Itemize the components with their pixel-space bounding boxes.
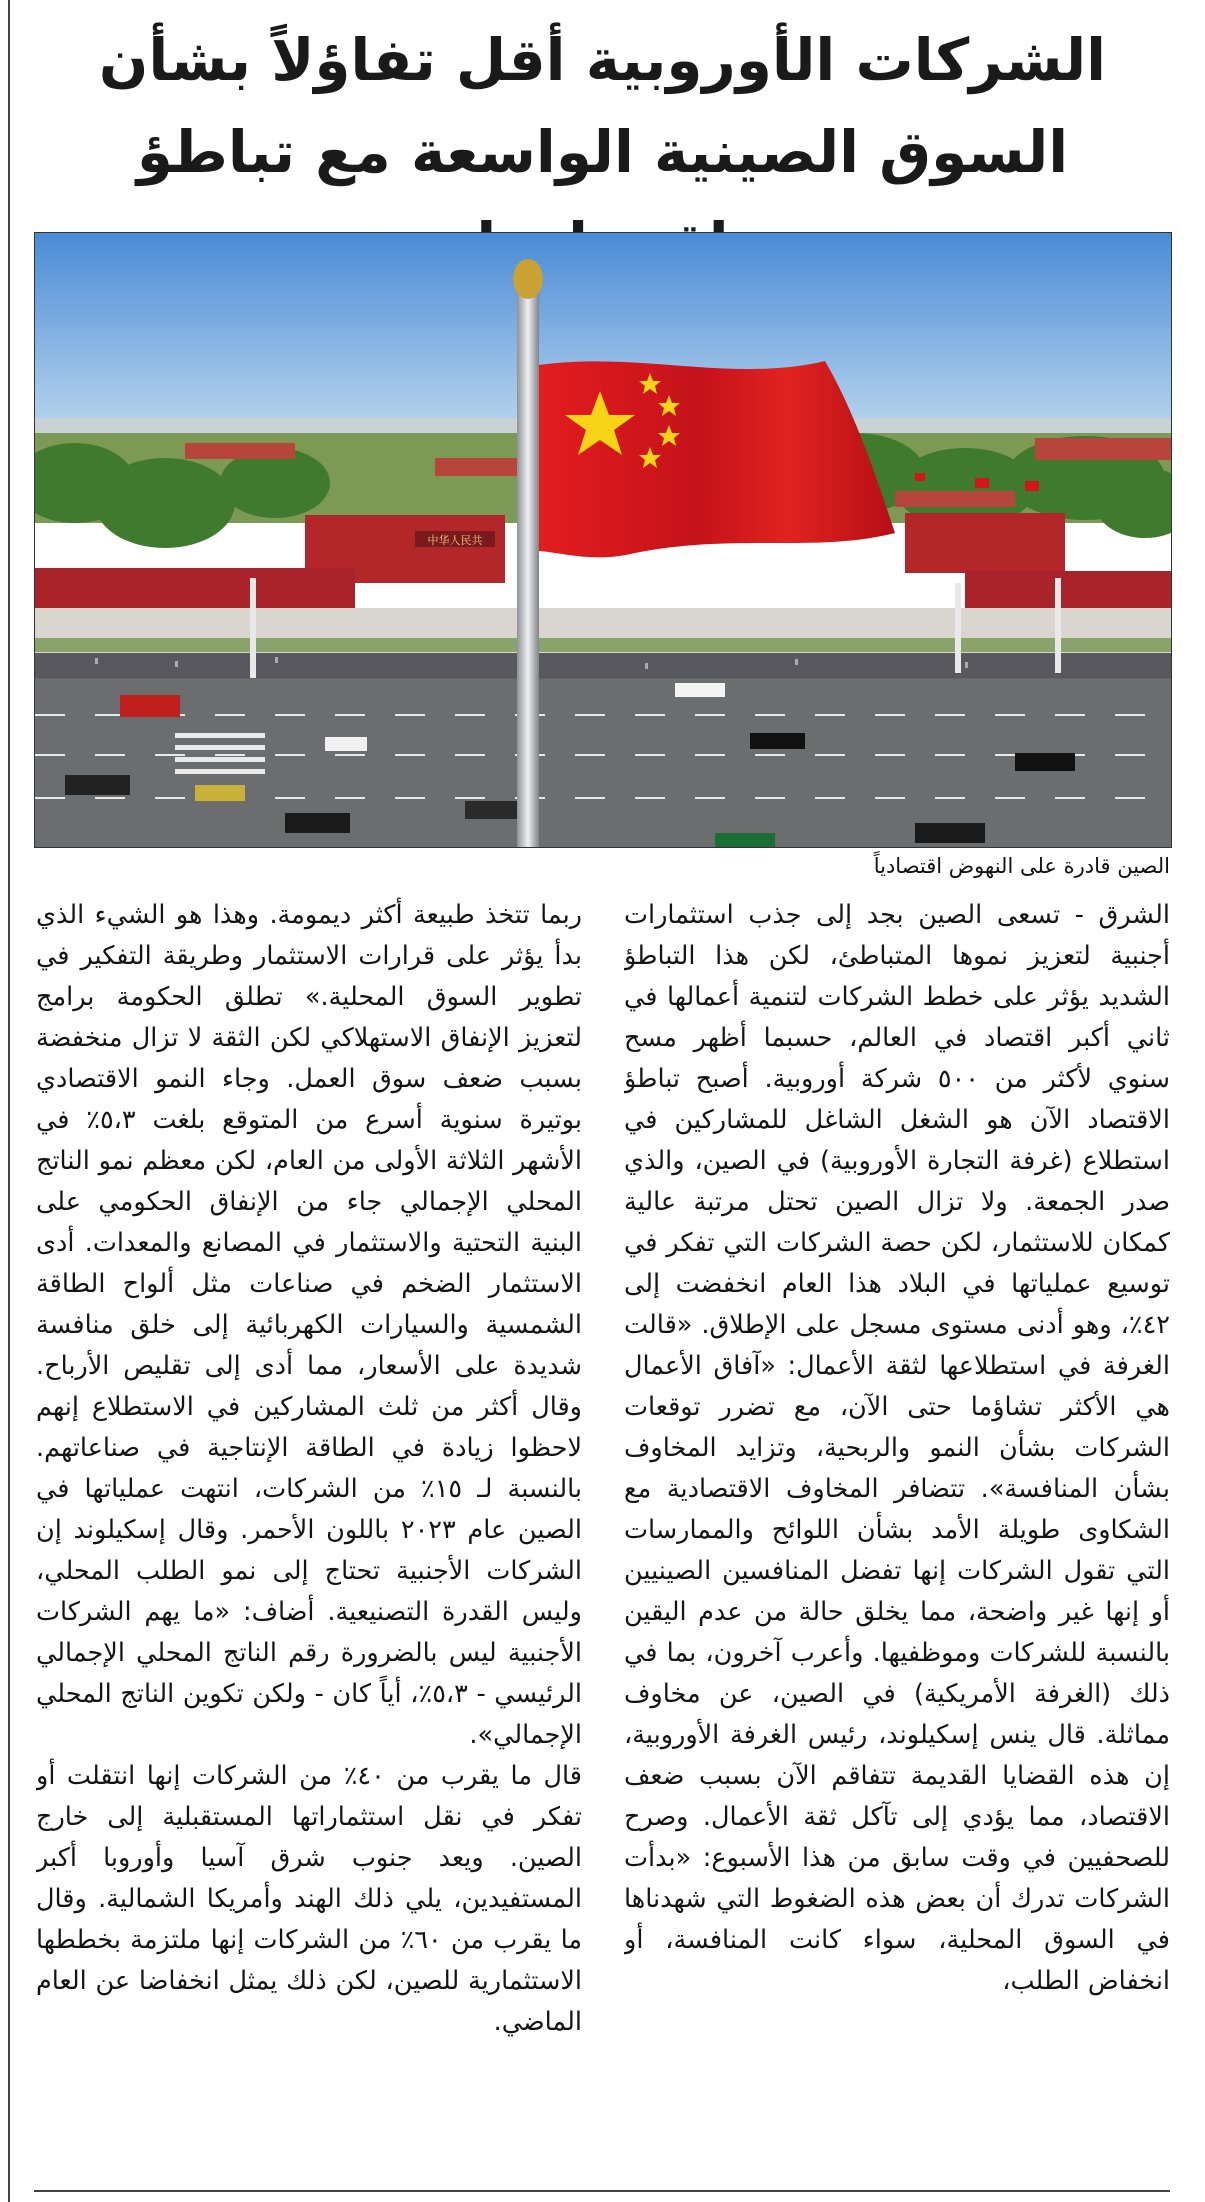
bottom-rule bbox=[34, 2190, 1170, 2192]
headline-line-1: الشركات الأوروبية أقل تفاؤلاً بشأن bbox=[98, 26, 1107, 94]
gate-banner-text: 中华人民共 bbox=[427, 534, 483, 547]
article-paragraph: الشرق - تسعى الصين بجد إلى جذب استثمارات أجنبية لتعزيز نموها المتباطئ، لكن هذا التباطؤ الشديد يؤثر على خطط الشركات لتنمية أعمالها في ثاني أكبر اقتصاد في العالم، حسبما أظهر مسح سنوي لأكثر من ٥٠٠ شركة أوروبية. أصبح تباطؤ الاقتصاد الآن هو الشغل الشاغل للمشاركين في استطلاع (غرفة التجارة الأوروبية) في الصين، والذي صدر الجمعة. ولا تزال الصين تحتل مرتبة عالية كمكان للاستثمار، لكن حصة الشركات التي تفكر في توسيع عملياتها في البلاد هذا العام انخفضت إلى ٤٢٪، وهو أدنى مستوى مسجل على الإطلاق. «قالت الغرفة في استطلاعها لثقة الأعمال: «آفاق الأعمال هي الأكثر تشاؤما حتى الآن، مع تضرر توقعات الشركات بشأن النمو والربحية، وتزايد المخاوف بشأن المنافسة». تتضافر المخاوف الاقتصادية مع الشكاوى طويلة الأمد بشأن اللوائح والممارسات التي تقول الشركات إنها تفضل المنافسين الصينيين أو إنها غير واضحة، مما يخلق حالة من عدم اليقين بالنسبة للشركات وموظفيها. وأعرب آخرون، بما في ذلك (الغرفة الأمريكية) في الصين، عن مخاوف مماثلة. قال ينس إسكيلوند، رئيس الغرفة الأوروبية، إن هذه القضايا القديمة تتفاقم الآن بسبب ضعف الاقتصاد، مما يؤدي إلى تآكل ثقة الأعمال. وصرح للصحفيين في وقت سابق من هذا الأسبوع: «بدأت الشركات تدرك أن بعض هذه الضغوط التي شهدناها في السوق المحلية، سواء كانت المنافسة، أو انخفاض الطلب، bbox=[624, 900, 1170, 1996]
photo-caption: الصين قادرة على النهوض اقتصادياً bbox=[873, 854, 1170, 878]
left-margin-rule bbox=[8, 0, 10, 2202]
article-column-right bbox=[624, 895, 1170, 2185]
article-photo bbox=[34, 232, 1172, 848]
flagpole-finial-icon bbox=[513, 259, 543, 299]
article-column-left bbox=[36, 895, 582, 2185]
flagpole bbox=[517, 283, 539, 847]
article-paragraph: قال ما يقرب من ٤٠٪ من الشركات إنها انتقلت أو تفكر في نقل استثماراتها المستقبلية إلى خارج الصين. ويعد جنوب شرق آسيا وأوروبا أكبر المستفيدين، يلي ذلك الهند وأمريكا الشمالية. وقال ما يقرب من ٦٠٪ من الشركات إنها ملتزمة بخططها الاستثمارية للصين، لكن ذلك يمثل انخفاضا عن العام الماضي. bbox=[36, 1761, 582, 2037]
headline-line-2: السوق الصينية الواسعة مع تباطؤ bbox=[136, 118, 1069, 186]
article-paragraph: ربما تتخذ طبيعة أكثر ديمومة. وهذا هو الشيء الذي بدأ يؤثر على قرارات الاستثمار وطريقة التفكير في تطوير السوق المحلية.» تطلق الحكومة برامج لتعزيز الإنفاق الاستهلاكي لكن الثقة لا تزال منخفضة بسبب ضعف سوق العمل. وجاء النمو الاقتصادي بوتيرة سنوية أسرع من المتوقع بلغت ٥،٣٪ في الأشهر الثلاثة الأولى من العام، لكن معظم نمو الناتج المحلي الإجمالي جاء من الإنفاق الحكومي على البنية التحتية والاستثمار في المصانع والمعدات. أدى الاستثمار الضخم في صناعات مثل ألواح الطاقة الشمسية والسيارات الكهربائية إلى خلق منافسة شديدة على الأسعار، مما أدى إلى تقليص الأرباح. وقال أكثر من ثلث المشاركين في الاستطلاع إنهم لاحظوا زيادة في الطاقة الإنتاجية في صناعاتهم. بالنسبة لـ ١٥٪ من الشركات، انتهت عملياتها في الصين عام ٢٠٢٣ باللون الأحمر. وقال إسكيلوند إن الشركات الأجنبية تحتاج إلى نمو الطلب المحلي، وليس القدرة التصنيعية. أضاف: «ما يهم الشركات الأجنبية ليس بالضرورة رقم الناتج المحلي الإجمالي الرئيسي - ٥،٣٪، أياً كان - ولكن تكوين الناتج المحلي الإجمالي». bbox=[36, 900, 582, 1750]
